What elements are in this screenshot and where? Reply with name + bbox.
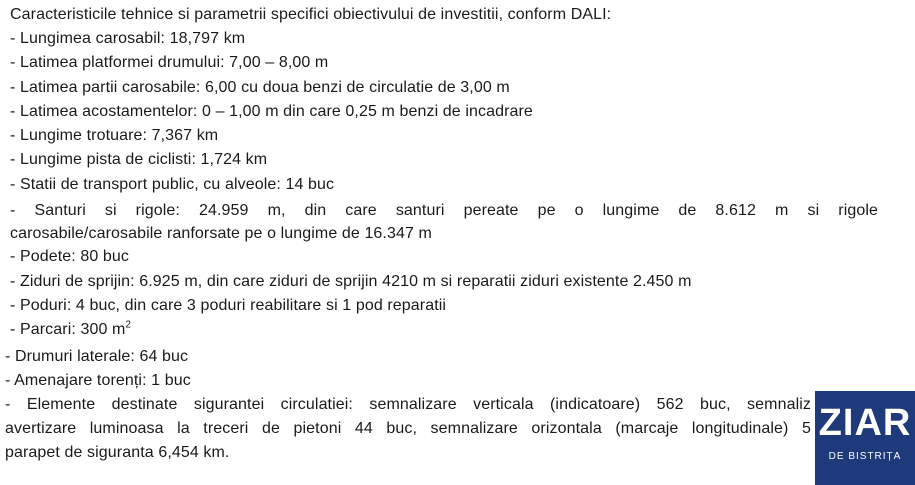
spec-item-elemente-line2: avertizare luminoasa la treceri de pietoni 44 buc, semnalizare orizontala (marcaje longitudinale) 5 bbox=[5, 420, 811, 437]
parcari-superscript: 2 bbox=[125, 319, 132, 331]
spec-item-latime-platforma: - Latimea platformei drumului: 7,00 – 8,00 m bbox=[10, 54, 329, 71]
spec-item-elemente-line3: parapet de siguranta 6,454 km. bbox=[5, 444, 230, 461]
spec-item-drumuri-laterale: - Drumuri laterale: 64 buc bbox=[5, 348, 189, 365]
spec-item-lungime-carosabil: - Lungimea carosabil: 18,797 km bbox=[10, 30, 246, 47]
spec-item-lungime-trotuare: - Lungime trotuare: 7,367 km bbox=[10, 127, 219, 144]
spec-item-santuri-line1: - Santuri si rigole: 24.959 m, din care santuri pereate pe o lungime de 8.612 m si rigole bbox=[10, 202, 878, 219]
spec-item-pista-ciclisti: - Lungime pista de ciclisti: 1,724 km bbox=[10, 151, 268, 168]
spec-item-statii-transport: - Statii de transport public, cu alveole: 14 buc bbox=[10, 176, 335, 193]
spec-item-ziduri-sprijin: - Ziduri de sprijin: 6.925 m, din care ziduri de sprijin 4210 m si reparatii ziduri existente 2.450 m bbox=[10, 273, 692, 290]
spec-item-latime-acostamente: - Latimea acostamentelor: 0 – 1,00 m din care 0,25 m benzi de incadrare bbox=[10, 103, 533, 120]
spec-item-parcari bbox=[10, 320, 131, 340]
spec-item-latime-carosabil: - Latimea partii carosabile: 6,00 cu doua benzi de circulatie de 3,00 m bbox=[10, 79, 510, 96]
ziar-de-bistrita-logo bbox=[815, 391, 915, 485]
spec-item-elemente-line1: - Elemente destinate sigurantei circulatiei: semnalizare verticala (indicatoare) 562 buc, semnaliz bbox=[5, 396, 811, 413]
spec-item-podete: - Podete: 80 buc bbox=[10, 248, 130, 265]
spec-item-amenajare-torenti: - Amenajare torenți: 1 buc bbox=[5, 372, 191, 389]
logo-sub-text: DE BISTRIȚA bbox=[828, 451, 902, 462]
spec-item-santuri-line2: carosabile/carosabile ranforsate pe o lungime de 16.347 m bbox=[10, 225, 432, 242]
spec-item-poduri: - Poduri: 4 buc, din care 3 poduri reabilitare si 1 pod reparatii bbox=[10, 297, 447, 314]
parcari-text: - Parcari: 300 m bbox=[10, 321, 126, 338]
document-heading: Caracteristicile tehnice si parametrii specifici obiectivului de investitii, conform DALI: bbox=[10, 6, 612, 23]
logo-main-text: ZIAR bbox=[818, 402, 912, 444]
